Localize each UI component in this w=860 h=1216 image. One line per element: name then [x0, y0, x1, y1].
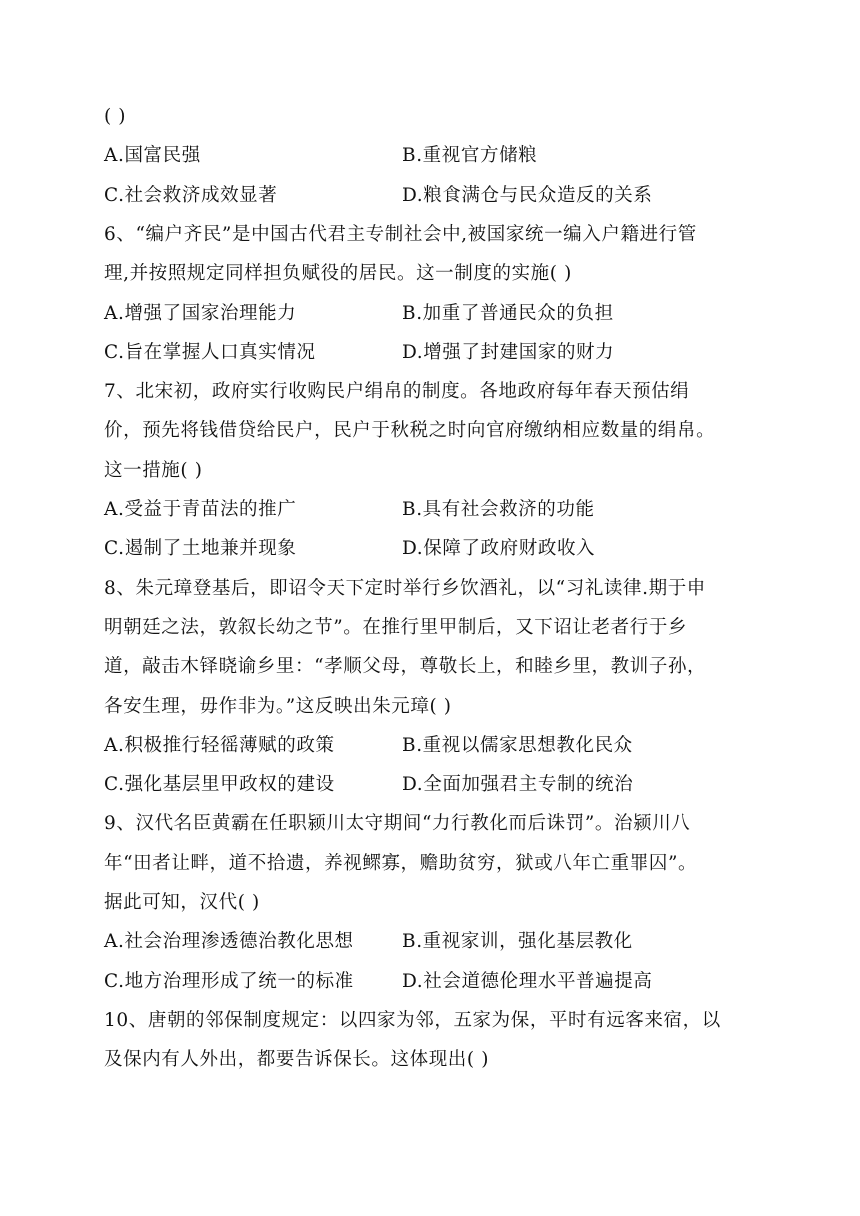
- question-text-line: 7、北宋初，政府实行收购民户绢帛的制度。各地政府每年春天预估绢: [104, 381, 690, 402]
- question-text-line: 10、唐朝的邻保制度规定：以四家为邻，五家为保，平时有远客来宿，以: [104, 1010, 721, 1031]
- question-text-line: ( ): [104, 106, 127, 127]
- question-text-line: 据此可知，汉代( ): [104, 892, 260, 913]
- option-left: C.强化基层里甲政权的建设: [104, 774, 335, 795]
- option-right: D.增强了封建国家的财力: [402, 342, 615, 363]
- option-right: B.重视官方储粮: [402, 145, 538, 166]
- option-left: C.遏制了土地兼并现象: [104, 538, 297, 559]
- option-left: A.社会治理渗透德治教化思想: [104, 931, 354, 952]
- question-text-line: 这一措施( ): [104, 460, 203, 481]
- option-right: D.粮食满仓与民众造反的关系: [402, 185, 653, 206]
- option-right: B.重视以儒家思想教化民众: [402, 735, 633, 756]
- question-text-line: 明朝廷之法，敦叙长幼之节”。在推行里甲制后，又下诏让老者行于乡: [104, 617, 688, 638]
- question-text-line: 8、朱元璋登基后，即诏令天下定时举行乡饮酒礼，以“习礼读律.期于申: [104, 578, 706, 599]
- option-right: D.社会道德伦理水平普遍提高: [402, 971, 653, 992]
- question-text-line: 道，敲击木铎晓谕乡里：“孝顺父母，尊敬长上，和睦乡里，教训子孙，: [104, 656, 707, 677]
- option-right: D.保障了政府财政收入: [402, 538, 596, 559]
- question-text-line: 理,并按照规定同样担负赋役的居民。这一制度的实施( ): [104, 263, 572, 284]
- option-right: B.重视家训，强化基层教化: [402, 931, 633, 952]
- option-left: C.旨在掌握人口真实情况: [104, 342, 316, 363]
- question-text-line: 各安生理，毋作非为。”这反映出朱元璋( ): [104, 696, 452, 717]
- option-left: A.受益于青苗法的推广: [104, 499, 297, 520]
- question-text-line: 价，预先将钱借贷给民户，民户于秋税之时向官府缴纳相应数量的绢帛。: [104, 420, 716, 441]
- option-left: A.增强了国家治理能力: [104, 303, 297, 324]
- question-text-line: 及保内有人外出，都要告诉保长。这体现出( ): [104, 1049, 490, 1070]
- question-text-line: 年“田者让畔，道不拾遗，养视鳏寡，赡助贫穷，狱或八年亡重罪囚”。: [104, 853, 698, 874]
- option-right: D.全面加强君主专制的统治: [402, 774, 634, 795]
- option-right: B.加重了普通民众的负担: [402, 303, 614, 324]
- option-left: A.积极推行轻徭薄赋的政策: [104, 735, 335, 756]
- question-text-line: 6、“编户齐民”是中国古代君主专制社会中,被国家统一编入户籍进行管: [104, 224, 697, 245]
- option-left: C.社会救济成效显著: [104, 185, 278, 206]
- option-left: C.地方治理形成了统一的标准: [104, 971, 354, 992]
- option-left: A.国富民强: [104, 145, 201, 166]
- option-right: B.具有社会救济的功能: [402, 499, 595, 520]
- question-text-line: 9、汉代名臣黄霸在任职颍川太守期间“力行教化而后诛罚”。治颍川八: [104, 813, 691, 834]
